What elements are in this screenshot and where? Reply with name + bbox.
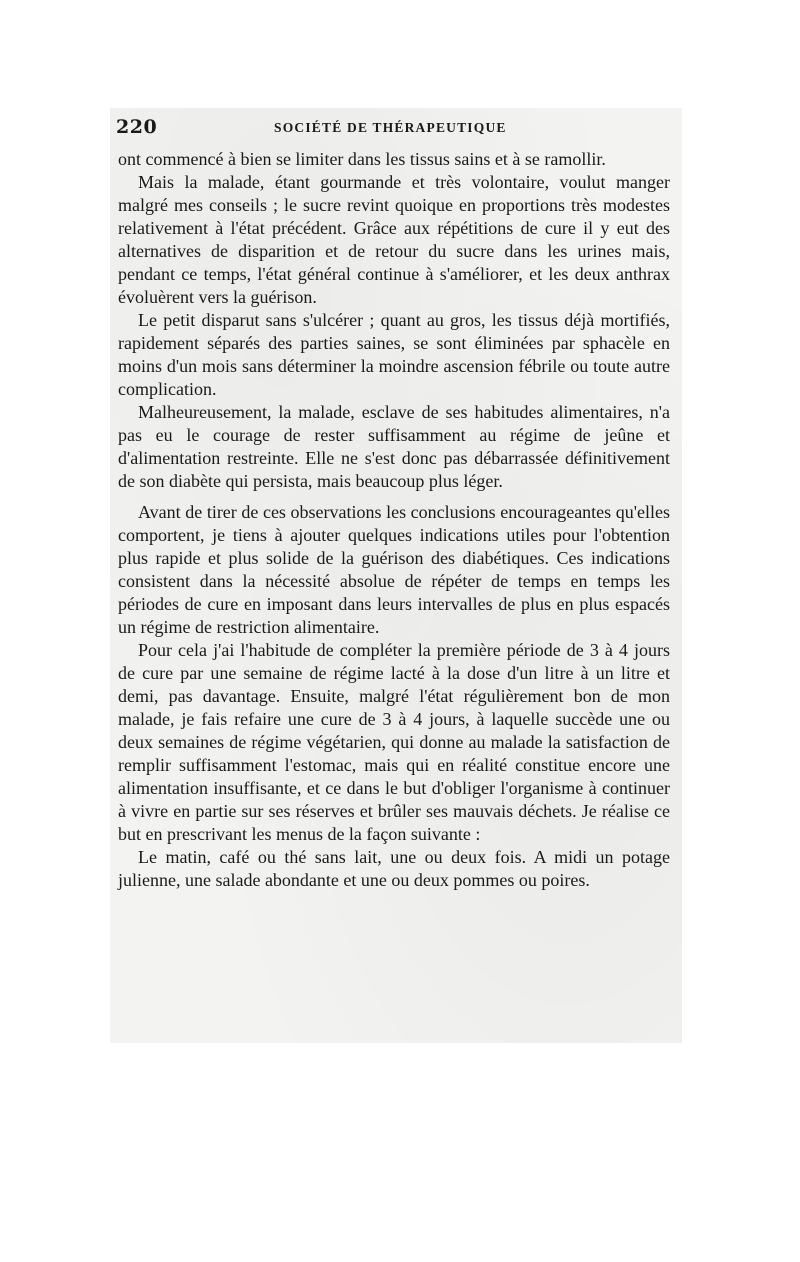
paragraph-anthrax: Le petit disparut sans s'ulcérer ; quant au gros, les tissus déjà mortifiés, rapidement séparés des parties saines, se sont éliminées par sphacèle en moins d'un mois sans déterminer la moindre ascension fébrile ou toute autre complication. [118,310,670,399]
paragraph-menu: Le matin, café ou thé sans lait, une ou deux fois. A midi un potage julienne, une salade abondante et une ou deux pommes ou poires. [118,847,670,890]
running-title: SOCIÉTÉ DE THÉRAPEUTIQUE [274,120,507,135]
page-header [116,116,672,140]
paragraph-continuation: ont commencé à bien se limiter dans les tissus sains et à se ramollir. [118,149,606,169]
page-number: 220 [116,116,158,138]
paragraph-regimen: Pour cela j'ai l'habitude de compléter la première période de 3 à 4 jours de cure par une semaine de régime lacté à la dose d'un litre à un litre et demi, pas davantage. Ensuite, malgré l'état régulièrement bon de mon malade, je fais refaire une cure de 3 à 4 jours, à laquelle succède une ou deux semaines de régime végétarien, qui donne au malade la satisfaction de remplir suffisamment l'estomac, mais qui en réalité constitue encore une alimentation insuffisante, et ce dans le but d'obliger l'organisme à continuer à vivre en partie sur ses réserves et brûler ses mauvais déchets. Je réalise ce but en prescrivant les menus de la façon suivante : [118,640,670,844]
paragraph-diet-failure: Malheureusement, la malade, esclave de ses habitudes alimentaires, n'a pas eu le courage de rester suffisamment au régime de jeûne et d'alimentation restreinte. Elle ne s'est donc pas débarrassée définitivement de son diabète qui persista, mais beaucoup plus léger. [118,402,670,491]
paragraph-conclusions: Avant de tirer de ces observations les conclusions encourageantes qu'elles comportent, je tiens à ajouter quelques indications utiles pour l'obtention plus rapide et plus solide de la guérison des diabétiques. Ces indications consistent dans la nécessité absolue de répéter de temps en temps les périodes de cure en imposant dans leurs intervalles de plus en plus espacés un régime de restriction alimentaire. [118,502,670,637]
body-text [118,148,670,892]
paragraph-relapse: Mais la malade, étant gourmande et très volontaire, voulut manger malgré mes conseils ; le sucre revint quoique en proportions très modestes relativement à l'état précédent. Grâce aux répétitions de cure il y eut des alternatives de disparition et de retour du sucre dans les urines mais, pendant ce temps, l'état général continue à s'améliorer, et les deux anthrax évoluèrent vers la guérison. [118,172,670,307]
